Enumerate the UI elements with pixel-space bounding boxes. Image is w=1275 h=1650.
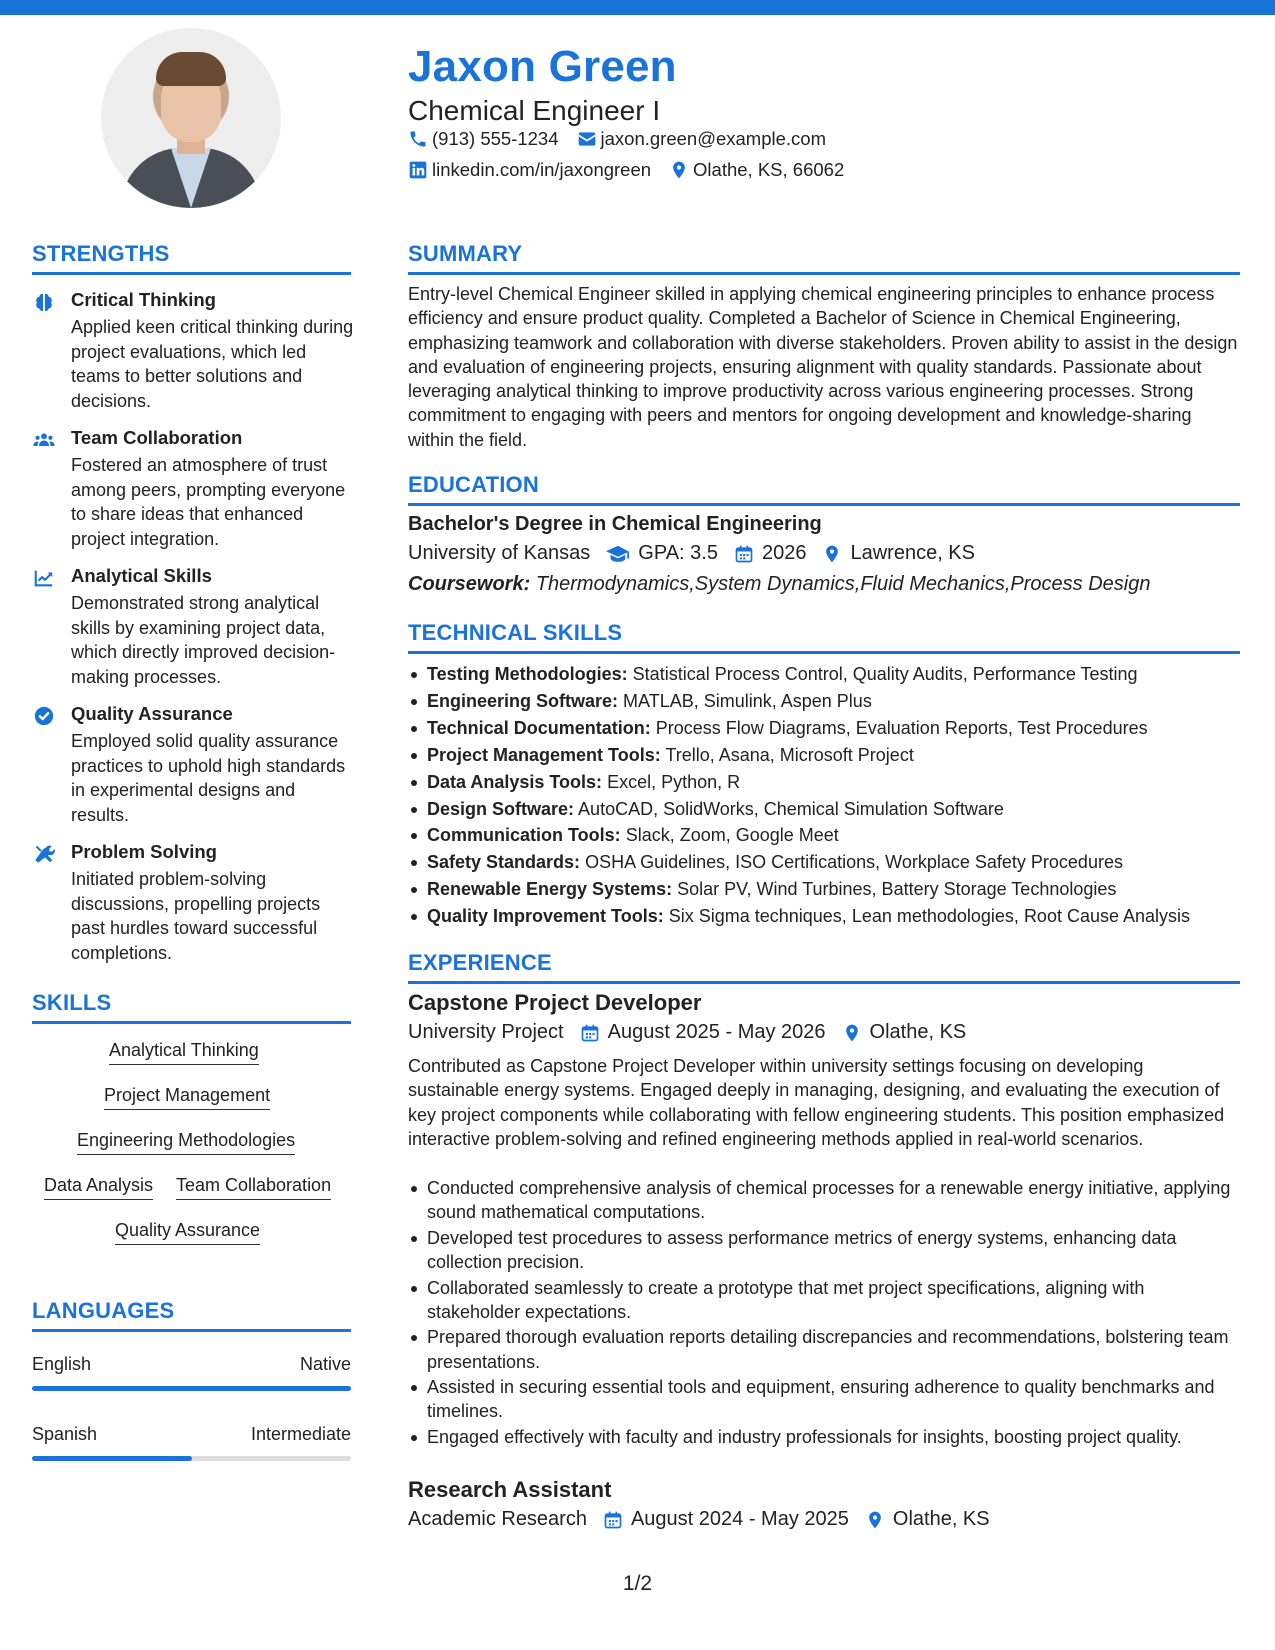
- contact-row-2: [408, 159, 862, 181]
- skill-category: Quality Improvement Tools:: [427, 906, 664, 927]
- skills-divider: [32, 1021, 351, 1024]
- graduation-cap-icon: [606, 544, 630, 564]
- technical-skill-item: [408, 715, 1248, 742]
- job-bullets: [408, 1176, 1238, 1450]
- skill-items: Statistical Process Control, Quality Audits, Performance Testing: [632, 664, 1138, 684]
- map-pin-icon: [842, 1023, 862, 1043]
- education-location-item: [822, 542, 975, 565]
- strength-description: Employed solid quality assurance practices to uphold high standards in experimental designs and results.: [71, 731, 346, 825]
- top-accent-bar: [0, 0, 1275, 15]
- skill-tag: Engineering Methodologies: [77, 1130, 295, 1155]
- technical-skill-item: [408, 661, 1248, 688]
- skill-category: Design Software:: [427, 798, 575, 819]
- skill-tag: Project Management: [104, 1085, 270, 1110]
- strength-title: Problem Solving: [71, 841, 217, 862]
- education-location-text: Lawrence, KS: [850, 542, 975, 564]
- technical-skills-divider: [408, 651, 1240, 654]
- map-pin-icon: [822, 544, 842, 564]
- language-bar-track: [32, 1456, 351, 1461]
- technical-skill-item: [408, 876, 1248, 903]
- education-degree: Bachelor's Degree in Chemical Engineering: [408, 513, 822, 535]
- strength-description: Initiated problem-solving discussions, propelling projects past hurdles toward successful completions.: [71, 869, 321, 963]
- calendar-icon: [580, 1023, 600, 1043]
- language-name: English: [32, 1354, 92, 1374]
- strength-title: Analytical Skills: [71, 565, 212, 586]
- skill-tag: Quality Assurance: [115, 1220, 260, 1245]
- skill-items: OSHA Guidelines, ISO Certifications, Workplace Safety Procedures: [585, 852, 1123, 873]
- skill-items: MATLAB, Simulink, Aspen Plus: [623, 690, 872, 711]
- summary-text: Entry-level Chemical Engineer skilled in applying chemical engineering principles to enhance process efficiency and ensure product quality. Completed a Bachelor of Science in Chemical Engineering, emphasizing teamwork and collaboration with diverse stakeholders. Proven ability to assist in the design and evaluation of engineering projects, ensuring alignment with quality standards. Passionate about leveraging analytical thinking to improve productivity across various engineering processes. Strong commitment to engaging with peers and mentors for ongoing development and knowledge-sharing within the field.: [408, 284, 1238, 450]
- strengths-heading: STRENGTHS: [32, 241, 170, 266]
- education-meta: [408, 542, 991, 565]
- year-text: 2026: [761, 542, 807, 564]
- education-divider: [408, 503, 1240, 506]
- language-bar-track: [32, 1386, 351, 1391]
- calendar-icon: [603, 1510, 623, 1530]
- technical-skill-item: [408, 796, 1248, 823]
- skill-category: Project Management Tools:: [427, 744, 661, 765]
- strength-title: Team Collaboration: [71, 427, 243, 448]
- language-bar-fill: [32, 1386, 351, 1391]
- skill-category: Technical Documentation:: [427, 717, 651, 738]
- job-title: Research Assistant: [408, 1477, 612, 1502]
- skill-category: Communication Tools:: [427, 825, 621, 846]
- technical-skill-item: [408, 688, 1248, 715]
- technical-skill-item: [408, 849, 1248, 876]
- technical-skills-heading: TECHNICAL SKILLS: [408, 620, 623, 645]
- strength-description: Applied keen critical thinking during project evaluations, which led teams to better solutions and decisions.: [71, 317, 354, 411]
- strength-title: Critical Thinking: [71, 289, 216, 310]
- technical-skill-item: [408, 769, 1248, 796]
- job-dates-item: [580, 1021, 826, 1044]
- year-item: [734, 542, 807, 565]
- job-location-item: [842, 1021, 967, 1044]
- map-pin-icon: [865, 1510, 885, 1530]
- job-description: Contributed as Capstone Project Developer within university settings focusing on developing sustainable energy systems. Engaged deeply in managing, designing, and evaluating the execution of key project components while collaborating with fellow engineering students. This position emphasized interactive problem-solving and refined engineering methods applied in real-world scenarios.: [408, 1056, 1225, 1149]
- tools-icon: [32, 843, 56, 865]
- job-location: Olathe, KS: [869, 1021, 967, 1043]
- map-pin-icon: [669, 160, 689, 180]
- envelope-icon: [577, 129, 597, 149]
- job-org: University Project: [408, 1021, 564, 1043]
- location-text: Olathe, KS, 66062: [693, 159, 845, 180]
- skill-category: Testing Methodologies:: [427, 664, 628, 684]
- skill-items: Solar PV, Wind Turbines, Battery Storage Technologies: [677, 879, 1117, 900]
- linkedin-icon: [408, 160, 428, 180]
- email-item[interactable]: [577, 128, 826, 150]
- email-text: jaxon.green@example.com: [600, 128, 826, 149]
- languages-divider: [32, 1329, 351, 1332]
- profile-photo: [101, 28, 281, 208]
- skills-heading: SKILLS: [32, 990, 112, 1015]
- job-title: Capstone Project Developer: [408, 990, 702, 1015]
- linkedin-text: linkedin.com/in/jaxongreen: [432, 159, 652, 180]
- phone-text: (913) 555-1234: [432, 128, 559, 149]
- job-dates: August 2025 - May 2026: [607, 1021, 826, 1043]
- job-bullet: Developed test procedures to assess performance metrics of energy systems, enhancing data collection precision.: [408, 1226, 1238, 1275]
- strength-title: Quality Assurance: [71, 703, 233, 724]
- candidate-title: Chemical Engineer I: [408, 95, 661, 126]
- job-bullet: Collaborated seamlessly to create a prototype that met project specifications, aligning with stakeholder expectations.: [408, 1276, 1238, 1325]
- experience-heading: EXPERIENCE: [408, 950, 552, 975]
- phone-item[interactable]: [408, 128, 559, 150]
- skill-items: Excel, Python, R: [607, 771, 741, 792]
- education-school: University of Kansas: [408, 542, 591, 564]
- skill-items: Trello, Asana, Microsoft Project: [665, 744, 914, 765]
- strengths-divider: [32, 272, 351, 275]
- strength-description: Fostered an atmosphere of trust among peers, prompting everyone to share ideas that enhanced project integration.: [71, 455, 346, 549]
- coursework-line: [408, 573, 1150, 596]
- check-circle-icon: [32, 705, 56, 727]
- job-bullet: Assisted in securing essential tools and equipment, ensuring adherence to quality benchmarks and timelines.: [408, 1375, 1238, 1424]
- technical-skill-item: [408, 742, 1248, 769]
- skill-items: AutoCAD, SolidWorks, Chemical Simulation Software: [578, 798, 1004, 819]
- technical-skill-item: [408, 903, 1248, 930]
- skill-items: Slack, Zoom, Google Meet: [625, 825, 839, 846]
- technical-skills-list: [408, 661, 1248, 930]
- job-bullet: Prepared thorough evaluation reports detailing discrepancies and recommendations, bolstering team presentations.: [408, 1325, 1238, 1374]
- job-bullet: Conducted comprehensive analysis of chemical processes for a renewable energy initiative, applying sound mathematical computations.: [408, 1176, 1238, 1225]
- job-meta: [408, 1021, 982, 1044]
- phone-icon: [408, 129, 428, 149]
- job-location: Olathe, KS: [892, 1508, 990, 1530]
- page-number: 1/2: [622, 1572, 653, 1595]
- location-item: [669, 159, 844, 181]
- language-level: Intermediate: [250, 1424, 351, 1444]
- job-dates-item: [603, 1508, 849, 1531]
- summary-heading: SUMMARY: [408, 241, 523, 266]
- job-location-item: [865, 1508, 990, 1531]
- language-name: Spanish: [32, 1424, 98, 1444]
- skill-category: Data Analysis Tools:: [427, 771, 603, 792]
- skill-tag: Data Analysis: [44, 1175, 153, 1200]
- candidate-name: Jaxon Green: [408, 42, 677, 91]
- gpa-text: GPA: 3.5: [638, 542, 718, 564]
- summary-divider: [408, 272, 1240, 275]
- job-bullet: Engaged effectively with faculty and industry professionals for insights, boosting project quality.: [408, 1425, 1238, 1449]
- language-bar-fill: [32, 1456, 192, 1461]
- experience-divider: [408, 981, 1240, 984]
- job-meta: [408, 1508, 1006, 1531]
- skill-items: Process Flow Diagrams, Evaluation Reports, Test Procedures: [655, 717, 1148, 738]
- education-heading: EDUCATION: [408, 472, 539, 497]
- strength-description: Demonstrated strong analytical skills by examining project data, which directly improved decision-making processes.: [71, 593, 336, 687]
- gpa-item: [606, 542, 718, 565]
- coursework-text: Thermodynamics,System Dynamics,Fluid Mechanics,Process Design: [535, 573, 1151, 595]
- skill-tag: Team Collaboration: [176, 1175, 331, 1200]
- job-org: Academic Research: [408, 1508, 587, 1530]
- skill-items: Six Sigma techniques, Lean methodologies, Root Cause Analysis: [668, 906, 1191, 927]
- skill-category: Safety Standards:: [427, 852, 581, 873]
- languages-heading: LANGUAGES: [32, 1298, 175, 1323]
- linkedin-item[interactable]: [408, 159, 651, 181]
- language-level: Native: [299, 1354, 351, 1374]
- users-icon: [32, 429, 56, 451]
- calendar-icon: [734, 544, 754, 564]
- brain-icon: [32, 291, 56, 313]
- job-dates: August 2024 - May 2025: [630, 1508, 849, 1530]
- skill-category: Renewable Energy Systems:: [427, 879, 673, 900]
- skill-category: Engineering Software:: [427, 690, 619, 711]
- chart-line-icon: [32, 567, 56, 589]
- contact-row-1: [408, 128, 844, 150]
- technical-skill-item: [408, 822, 1248, 849]
- skill-tag: Analytical Thinking: [109, 1040, 259, 1065]
- coursework-label: Coursework:: [408, 573, 531, 595]
